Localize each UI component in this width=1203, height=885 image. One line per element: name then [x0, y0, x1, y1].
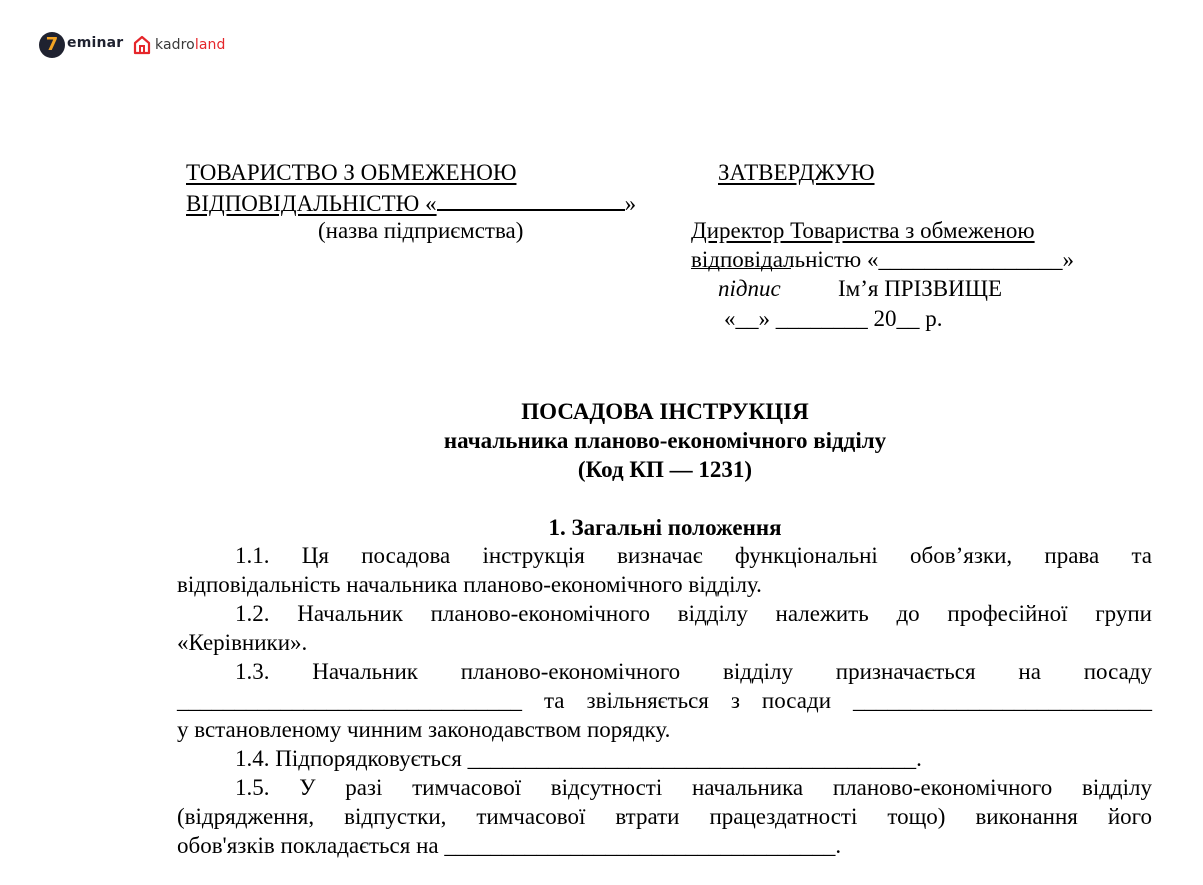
signature-underline	[691, 268, 791, 269]
document-code: (Код КП — 1231)	[577, 457, 753, 482]
paragraph-1-2-line2: «Керівники».	[177, 630, 308, 655]
org-name-line2: ВІДПОВІДАЛЬНІСТЮ « »	[186, 187, 636, 218]
seminar-logo-badge: 7	[39, 32, 65, 58]
kadroland-logo-icon	[133, 35, 151, 55]
director-line2: відповідальністю «________________»	[691, 247, 1074, 272]
kadroland-logo-text: kadroland	[155, 37, 226, 53]
document-subtitle: начальника планово-економічного відділу	[443, 428, 887, 453]
paragraph-1-1-line1: 1.1. Ця посадова інструкція визначає функціональні обов’язки, права та	[235, 543, 1152, 568]
paragraph-1-3-line3: у встановленому чинним законодавством порядку.	[177, 717, 671, 742]
director-line1: Директор Товариства з обмеженою	[691, 218, 1035, 243]
section-heading: 1. Загальні положення	[548, 515, 782, 540]
seminar-logo-text: eminar	[67, 35, 124, 51]
paragraph-1-3-line1: 1.3. Начальник планово-економічного відділу призначається на посаду	[235, 659, 1152, 684]
org-name-line1: ТОВАРИСТВО З ОБМЕЖЕНОЮ	[186, 160, 517, 185]
paragraph-1-5-line1: 1.5. У разі тимчасової відсутності начальника планово-економічного відділу	[235, 775, 1152, 800]
paragraph-1-2-line1: 1.2. Начальник планово-економічного відділу належить до професійної групи	[235, 601, 1152, 626]
org-name-caption: (назва підприємства)	[318, 218, 524, 243]
paragraph-1-5-line2: (відрядження, відпустки, тимчасової втрати працездатності тощо) виконання його	[177, 804, 1152, 829]
approval-date: «__» ________ 20__ р.	[724, 306, 943, 331]
paragraph-1-5-line3: обов'язків покладається на __________________________________.	[177, 833, 842, 858]
document-title: ПОСАДОВА ІНСТРУКЦІЯ	[521, 399, 809, 424]
org-name-blank	[437, 187, 625, 211]
paragraph-1-1-line2: відповідальність начальника планово-економічного відділу.	[177, 572, 762, 597]
director-name: Ім’я ПРІЗВИЩЕ	[838, 276, 1002, 301]
paragraph-1-3-line2: ______________________________ та звільняється з посади __________________________	[177, 688, 1152, 713]
approve-label: ЗАТВЕРДЖУЮ	[718, 160, 875, 185]
paragraph-1-4: 1.4. Підпорядковується _______________________________________.	[235, 746, 922, 771]
signature-label: підпис	[718, 276, 781, 301]
